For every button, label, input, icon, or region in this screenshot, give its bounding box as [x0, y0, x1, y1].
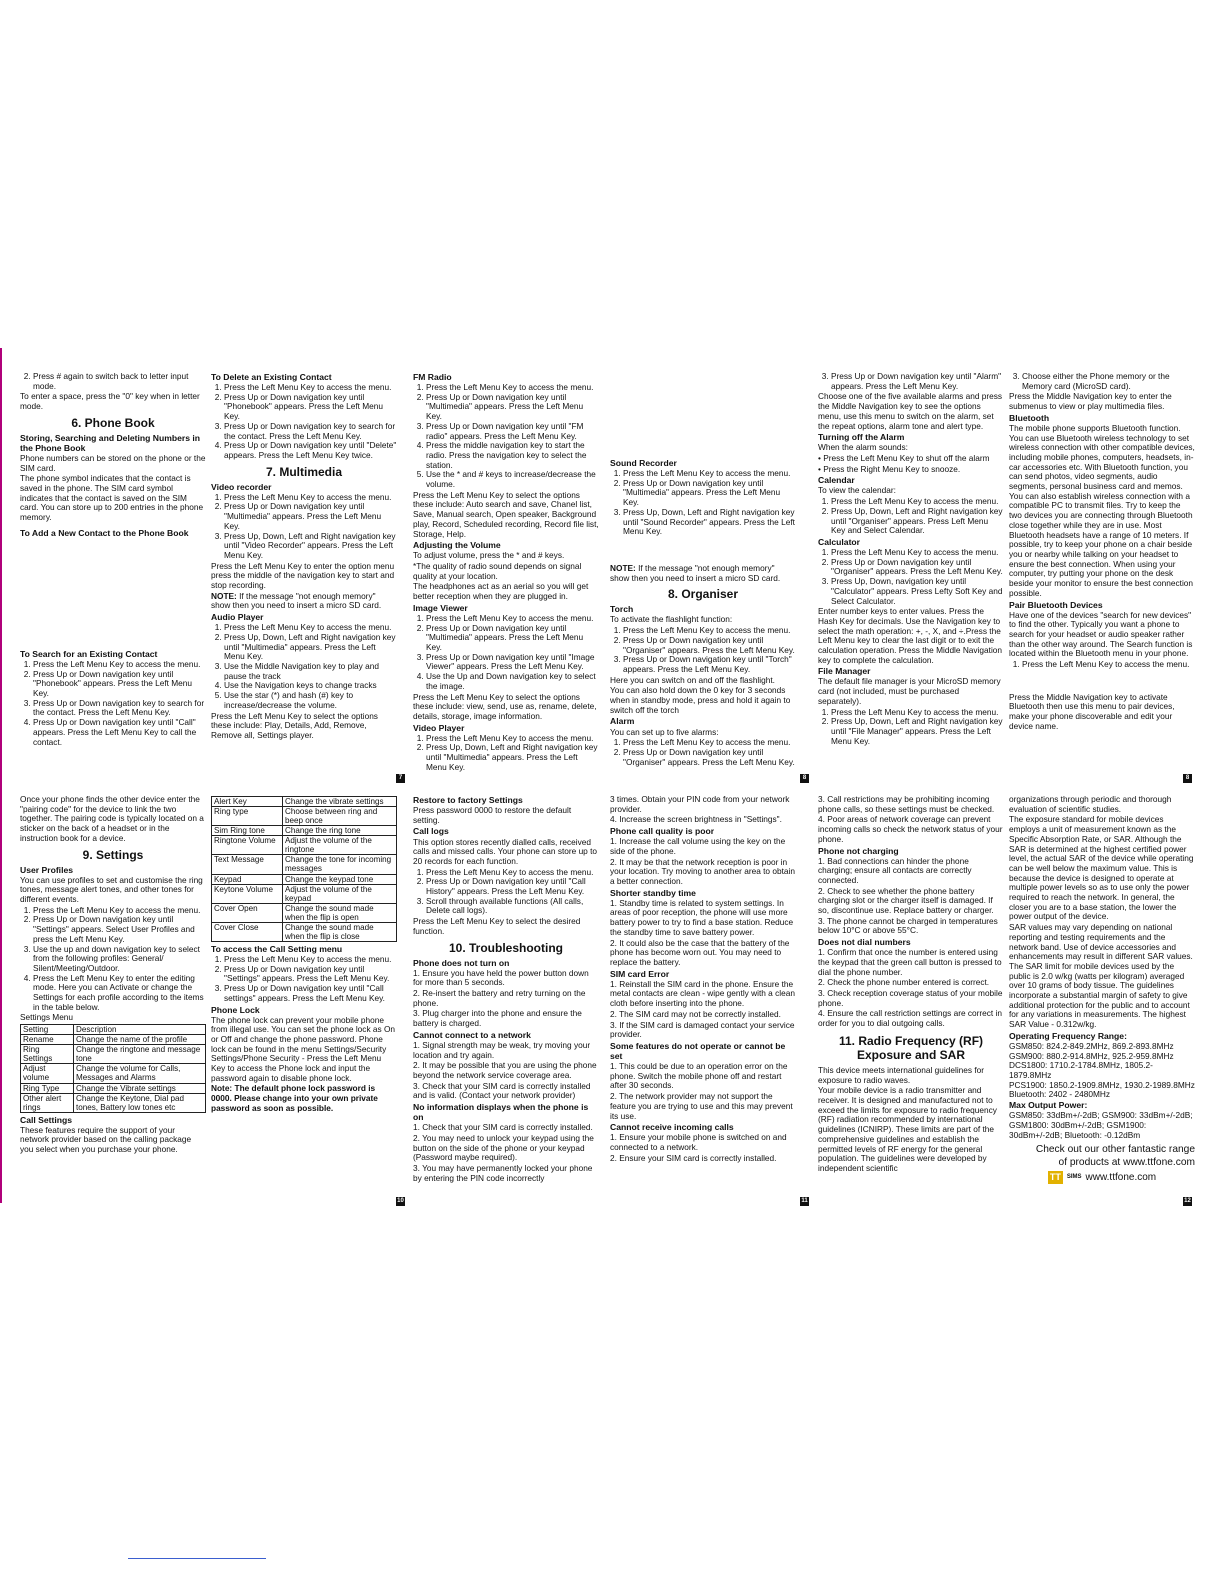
- list-item: DCS1800: 1710.2-1784.8MHz, 1805.2-1879.8MHz: [1009, 1060, 1153, 1081]
- list-item: 2. Press Up or Down navigation key until "Multimedia" appears. Press the Left Menu Key.: [426, 624, 599, 653]
- paragraph: Press the Middle Navigation key to enter the submenus to view or play multimedia files.: [1009, 391, 1172, 412]
- page-number: 8: [1183, 774, 1192, 783]
- phone-lock-note: Note: The default phone lock password is 0000. Please change into your own private password as soon as possible.: [211, 1083, 378, 1113]
- table-row: [212, 797, 397, 807]
- table-row: [212, 807, 397, 826]
- note-label: NOTE:: [610, 562, 636, 573]
- paragraph: Once your phone finds the other device enter the "pairing code" for the device to link the two together. The pairing code is typically located on a sticker on the back of a headset or in the instruction book for a device.: [20, 794, 204, 843]
- table-row: [21, 1025, 206, 1035]
- paragraph: 4. Poor areas of network coverage can prevent incoming calls so check the network status of your phone.: [818, 814, 1003, 844]
- list-item: 3. Press Up or Down navigation key until "Call settings" appears. Press the Left Menu Key.: [224, 984, 397, 1003]
- column-troubleshooting: [413, 795, 599, 1184]
- list-item: 3. Press Up or Down navigation key until "Image Viewer" appears. Press the Left Menu Key.: [426, 653, 599, 672]
- subheading-turning-off-alarm: Turning off the Alarm: [818, 432, 905, 443]
- file-manager-steps: [818, 708, 1004, 747]
- paragraph: 1. Confirm that once the number is entered using the keypad that the green call button is pressed to dial the phone number.: [818, 947, 1002, 977]
- paragraph: When the alarm sounds:: [818, 442, 908, 453]
- subheading-calculator: Calculator: [818, 536, 861, 547]
- list-item: 3. Press Up or Down navigation key to search for the contact. Press the Left Menu Key.: [224, 422, 397, 441]
- table-cell: Keytone Volume: [212, 884, 283, 903]
- table-cell: Description: [74, 1025, 206, 1035]
- list-item: 3. Press Up, Down, navigation key until "Calculator" appears. Press Lefty Soft Key and Select Calculator.: [831, 577, 1004, 606]
- heading-troubleshooting: 10. Troubleshooting: [448, 940, 563, 955]
- calendar-steps: [818, 497, 1004, 536]
- column-fm-radio: [413, 372, 599, 774]
- list-item: 1. Press the Left Menu Key to access the menu.: [426, 868, 599, 878]
- subheading-video-player: Video Player: [413, 722, 465, 733]
- list-item: 2. Press Up or Down navigation key until "Organiser" appears. Press the Left Menu Key.: [623, 636, 796, 655]
- paragraph: Press the Middle Navigation key to activate Bluetooth then use this menu to pair devices, make your phone discoverable and edit your device name.: [1009, 691, 1175, 731]
- frequency-list: [1009, 1042, 1195, 1100]
- subheading-phone-lock: Phone Lock: [211, 1004, 260, 1015]
- paragraph: This option stores recently dialled calls, received calls and missed calls. Your phone can store up to 20 records for each function.: [413, 836, 598, 866]
- table-cell: Ring type: [212, 807, 283, 826]
- list-item: 2. Press Up, Down, Left and Right navigation key until "Multimedia" appears. Press the Left Menu Key.: [224, 633, 397, 662]
- subheading-storing: Storing, Searching and Deleting Numbers in the Phone Book: [20, 432, 201, 453]
- paragraph: organizations through periodic and thorough evaluation of scientific studies.: [1009, 794, 1172, 814]
- paragraph: 2. It could also be the case that the battery of the phone has become worn out. You may need to replace the battery.: [610, 937, 790, 967]
- subheading-video-recorder: Video recorder: [211, 481, 272, 492]
- paragraph: 2. The SIM card may not be correctly installed.: [610, 1008, 781, 1019]
- subheading-alarm: Alarm: [610, 716, 635, 727]
- paragraph: Press password 0000 to restore the default setting.: [413, 805, 572, 825]
- table-cell: Change the keypad tone: [283, 874, 397, 884]
- pair-steps: [1009, 660, 1195, 670]
- list-item: 1. Press the Left Menu Key to access the menu.: [224, 623, 397, 633]
- column-settings: [20, 795, 206, 1156]
- subheading-standby: Shorter standby time: [610, 887, 696, 898]
- table-cell: Rename: [21, 1035, 74, 1045]
- list-item: 1. Press the Left Menu Key to access the menu.: [623, 626, 796, 636]
- note-label: NOTE:: [211, 590, 237, 601]
- subheading-call-quality: Phone call quality is poor: [610, 826, 715, 837]
- list-item: 3. Press Up or Down navigation key until "FM radio" appears. Press the Left Menu Key.: [426, 422, 599, 441]
- list-item: 2. Press Up or Down navigation key until "Phonebook" appears. Press the Left Menu Key.: [224, 393, 397, 422]
- paragraph: 3. If the SIM card is damaged contact your service provider.: [610, 1019, 795, 1040]
- list-item: 2. Press Up or Down navigation key until "Settings" appears. Select User Profiles and press the Left Menu Key.: [33, 915, 206, 944]
- paragraph: Your mobile device is a radio transmitter and receiver. It is designed and manufactured not to exceed the limits for exposure to radio frequency (RF) radiation recommended by international guidelines (ICNIRP). These limits are part of the comprehensive guidelines and establish the permitted levels of RF energy for the general population. The guidelines were developed by independent scientific: [818, 1085, 997, 1173]
- page-number: 7: [396, 774, 405, 783]
- subheading-image-viewer: Image Viewer: [413, 602, 468, 613]
- paragraph: To activate the flashlight function:: [610, 614, 733, 625]
- table-cell: Other alert rings: [21, 1093, 74, 1112]
- subheading-adjusting-volume: Adjusting the Volume: [413, 540, 501, 551]
- calculator-steps: [818, 548, 1004, 606]
- list-item: GSM850: 824.2-849.2MHz, 869.2-893.8MHz: [1009, 1040, 1174, 1051]
- table-cell: Choose between ring and beep once: [283, 807, 397, 826]
- paragraph: You can use profiles to set and customise the ring tones, message alert tones, and other tones for different events.: [20, 874, 203, 904]
- list-item: 1. Press the Left Menu Key to access the menu.: [224, 955, 397, 965]
- paragraph: The exposure standard for mobile devices employs a unit of measurement known as the Specific Absorption Rate, or SAR. Although the SAR is determined at the highest certified power level, the actual SAR of the device while operating can be well below the maximum value. This is because the device is designed to operate at multiple power levels so as to use only the power required to reach the network. In general, the closer you are to a base station, the lower the power output of the device.: [1009, 814, 1194, 922]
- paragraph: 2. Check to see whether the phone battery charging slot or the charger itself is damaged. If so, discontinue use. Replace battery or charger.: [818, 885, 994, 916]
- list-item: 2. Press Up or Down navigation key until "Settings" appears. Press the Left Menu Key.: [224, 965, 397, 984]
- paragraph: Press the Left Menu Key to select the options these include: view, send, use as, rename, delete, details, storage, image information.: [413, 691, 597, 721]
- list-item: Bluetooth: 2402 - 2480MHz: [1009, 1089, 1111, 1100]
- table-cell: Keypad: [212, 874, 283, 884]
- paragraph: 1. Bad connections can hinder the phone charging; ensure all contacts are correctly connected.: [818, 855, 972, 885]
- paragraph: To adjust volume, press the * and # keys.: [413, 550, 565, 561]
- paragraph: Enter number keys to enter values. Press the Hash Key for decimals. Use the Navigation key to select the math operation: +, -, X, and ÷.Press the Left Menu key to clear the last digit or to exit the calculation operation. Press the Middle Navigation key to complete the calculation.: [818, 606, 1003, 665]
- table-cell: Change the tone for incoming messages: [283, 855, 397, 874]
- settings-table: [20, 1024, 206, 1113]
- call-setting-steps: [211, 955, 397, 1004]
- table-cell: Adjust volume: [21, 1064, 74, 1083]
- paragraph: 3. Call restrictions may be prohibiting incoming phone calls, so these settings must be checked.: [818, 794, 995, 814]
- table-row: [212, 884, 397, 903]
- paragraph: *The quality of radio sound depends on signal quality at your location.: [413, 561, 582, 581]
- table-row: [21, 1083, 206, 1093]
- paragraph: The headphones act as an aerial so you will get better reception when they are plugged in.: [413, 581, 589, 602]
- paragraph: 3 times. Obtain your PIN code from your network provider.: [610, 794, 790, 814]
- video-player-steps: [413, 734, 599, 773]
- paragraph: 1. Increase the call volume using the key on the side of the phone.: [610, 836, 786, 856]
- column-organiser: [610, 458, 796, 768]
- list-item: 2. Press Up, Down, Left and Right navigation key until "Organiser" appears. Press Left Menu Key and Select Calendar.: [831, 507, 1004, 536]
- subheading-incoming-calls: Cannot receive incoming calls: [610, 1122, 734, 1133]
- subheading-file-manager: File Manager: [818, 666, 871, 677]
- alarm-steps-cont: [818, 372, 1004, 391]
- paragraph: 3. Check reception coverage status of your mobile phone.: [818, 988, 1003, 1008]
- page-number: 8: [800, 774, 809, 783]
- paragraph: Press the Left Menu Key to select the options these include: Play, Details, Add, Remove, Remove all, Settings player.: [211, 710, 378, 740]
- table-cell: Setting: [21, 1025, 74, 1035]
- table-cell: Change the vibrate settings: [283, 797, 397, 807]
- alarm-steps: [610, 738, 796, 767]
- paragraph: 3. You may have permanently locked your phone by entering the PIN code incorrectly: [413, 1163, 593, 1183]
- paragraph: This device meets international guidelines for exposure to radio waves.: [818, 1064, 985, 1085]
- table-row: [212, 903, 397, 922]
- paragraph: 4. Ensure the call restriction settings are correct in order for you to dial outgoing calls.: [818, 1008, 1002, 1029]
- subheading-pair-devices: Pair Bluetooth Devices: [1009, 599, 1103, 610]
- paragraph: 2. It may be possible that you are using the phone beyond the network service coverage area.: [413, 1060, 597, 1080]
- subheading-delete-contact: To Delete an Existing Contact: [211, 372, 332, 382]
- column-sar: [1009, 795, 1195, 1184]
- delete-steps: [211, 383, 397, 461]
- logo-sims: SIMS: [1066, 1173, 1082, 1180]
- table-cell: Adjust the volume of the ringtone: [283, 836, 397, 855]
- ttsims-logo: [1009, 1171, 1195, 1184]
- table-cell: Text Message: [212, 855, 283, 874]
- bullet: • Press the Left Menu Key to shut off the alarm: [818, 452, 990, 463]
- list-item: 1. Press the Left Menu Key to access the menu.: [623, 469, 796, 479]
- table-cell: Alert Key: [212, 797, 283, 807]
- paragraph: 2. You may need to unlock your keypad using the button on the side of the phone or your keypad (Password maybe required).: [413, 1132, 594, 1163]
- table-cell: Cover Close: [212, 922, 283, 941]
- table-cell: Ring Settings: [21, 1045, 74, 1064]
- list-item: 3. Press Up, Down, Left and Right navigation key until "Video Recorder" appears. Press the Left Menu Key.: [224, 532, 397, 561]
- subheading-sound-recorder: Sound Recorder: [610, 458, 677, 468]
- paragraph: 2. It may be that the network reception is poor in your location. Try moving to another area to obtain a better connection.: [610, 856, 795, 886]
- column-rf-exposure: [818, 795, 1004, 1175]
- note-text: If the message "not enough memory" show then you need to insert a micro SD card.: [211, 590, 382, 611]
- paragraph: Choose one of the five available alarms and press the Middle Navigation key to see the options menu, use this menu to switch on the alarm, set the repeat options, alarm tone and alert type.: [818, 391, 1003, 431]
- subheading-restore: Restore to factory Settings: [413, 795, 523, 805]
- bullet: • Press the Right Menu Key to snooze.: [818, 463, 961, 474]
- paragraph: 1. Ensure you have held the power button down for more than 5 seconds.: [413, 967, 589, 988]
- list-item: 2. Press Up or Down navigation key until "Organiser" appears. Press the Left Menu Key.: [623, 748, 796, 767]
- list-item: 2. Press Up or Down navigation key until "Organiser" appears. Press the Left Menu Key.: [831, 558, 1004, 577]
- sound-recorder-steps: [610, 469, 796, 537]
- settings-menu-label: Settings Menu: [20, 1012, 74, 1023]
- paragraph: The mobile phone supports Bluetooth function. You can use Bluetooth wireless technology to set wireless connection with other compatible devices, including mobile phones, computers, headsets, in-car accessories etc. With Bluetooth function, you can send photos, video segments, audio segments, personal business card and memos. You can also establish wireless connection with a compatible PC to transmit files. Try to keep the two devices you are connecting through Bluetooth close together while they are in use. Most Bluetooth headsets have a range of 10 meters. If possible, try to keep your phone on a chair beside you or nearby while talking on your headset to ensure the best connection. When using your computer, try putting your phone on the desk beside your monitor to ensure the best connection possible.: [1009, 422, 1195, 598]
- paragraph: 4. Increase the screen brightness in "Settings".: [610, 814, 782, 825]
- table-row: [21, 1045, 206, 1064]
- table-cell: Change the sound made when the flip is close: [283, 922, 397, 941]
- note: [211, 592, 397, 611]
- table-cell: Ringtone Volume: [212, 836, 283, 855]
- table-cell: Ring Type: [21, 1083, 74, 1093]
- column-call-settings: [211, 795, 397, 1115]
- paragraph: 1. Standby time is related to system settings. In areas of poor reception, the phone will use more battery power to try to find a base station. Reduce the standby time to save battery power.: [610, 897, 794, 937]
- list-item: 3. Scroll through available functions (All calls, Delete call logs).: [426, 897, 599, 916]
- list-item: 2. Press Up or Down navigation key until "Multimedia" appears. Press the Left Menu Key.: [623, 479, 796, 508]
- list-item: 2. Press # again to switch back to letter input mode.: [33, 372, 206, 391]
- list-item: 4. Use the Navigation keys to change tracks: [224, 681, 397, 691]
- logo-mark: TT: [1049, 1172, 1061, 1183]
- paragraph: GSM850: 33dBm+/-2dB; GSM900: 33dBm+/-2dB; GSM1800: 30dBm+/-2dB; GSM1900: 30dBm+/-2dB; Bluetooth: -0.12dBm: [1009, 1110, 1193, 1140]
- table-cell: Change the Vibrate settings: [74, 1083, 206, 1093]
- paragraph: To view the calendar:: [818, 485, 896, 496]
- list-item: 3. Choose either the Phone memory or the Memory card (MicroSD card).: [1022, 372, 1195, 391]
- heading-multimedia: 7. Multimedia: [265, 464, 342, 479]
- column-phonebook: [20, 372, 206, 748]
- paragraph: 1. Ensure your mobile phone is switched on and connected to a network.: [610, 1132, 787, 1152]
- cont-steps: [20, 372, 206, 391]
- paragraph: 2. Ensure your SIM card is correctly installed.: [610, 1152, 777, 1163]
- paragraph: 3. Check that your SIM card is correctly installed and is valid. (Contact your network provider): [413, 1080, 591, 1101]
- list-item: 1. Press the Left Menu Key to access the menu.: [33, 906, 206, 916]
- page-number: 12: [1184, 1198, 1191, 1204]
- subheading-not-charging: Phone not charging: [818, 845, 899, 856]
- table-cell: Change the Keytone, Dial pad tones, Battery low tones etc: [74, 1093, 206, 1112]
- paragraph: Press the Left Menu Key to select the desired function.: [413, 916, 581, 936]
- alert-table: [211, 796, 397, 942]
- paragraph: 2. The network provider may not support the feature you are trying to use and this may prevent its use.: [610, 1091, 793, 1121]
- table-cell: Change the name of the profile: [74, 1035, 206, 1045]
- profile-steps: [20, 906, 206, 1013]
- table-cell: Change the ring tone: [283, 826, 397, 836]
- note-text: If the message "not enough memory" show then you need to insert a micro SD card.: [610, 562, 781, 583]
- file-manager-steps-cont: [1009, 372, 1195, 391]
- subheading-call-logs: Call logs: [413, 826, 449, 837]
- list-item: 1. Press the Left Menu Key to access the menu.: [224, 383, 397, 393]
- subheading-no-power: Phone does not turn on: [413, 957, 510, 968]
- list-item: 4. Use the Up and Down navigation key to select the image.: [426, 672, 599, 691]
- list-item: 3. Use the up and down navigation key to select from the following profiles: General/ Silent/Meeting/Outdoor.: [33, 945, 206, 974]
- list-item: 1. Press the Left Menu Key to access the menu.: [426, 734, 599, 744]
- paragraph: SAR values may vary depending on national reporting and testing requirements and the network band. Use of device accessories and enhancements may result in different SAR values. The SAR limit for mobile devices used by the public is 2.0 w/kg (watts per kilogram) averaged over 10 grams of body tissue. The guidelines incorporate a substantial margin of safety to give additional protection for the public and to account for any variations in measurements. The highest SAR Value - 0.312w/kg.: [1009, 922, 1193, 1030]
- list-item: 4. Press Up or Down navigation key until "Call" appears. Press the Left Menu Key to call the contact.: [33, 718, 206, 747]
- column-calendar: [818, 372, 1004, 747]
- paragraph: The phone lock can prevent your mobile phone from illegal use. You can set the phone lock as On or Off and change the phone password. Phone lock can be found in the menu Settings/Security Settings/Phone Security - Press the Left Menu Key to access the Phone lock and input the password again to disable phone lock.: [211, 1014, 396, 1083]
- list-item: 1. Press the Left Menu Key to access the menu.: [426, 614, 599, 624]
- paragraph: The default file manager is your MicroSD memory card (not included, must be purchased separately).: [818, 676, 1001, 706]
- heading-rf-exposure: 11. Radio Frequency (RF) Exposure and SAR: [838, 1033, 984, 1062]
- table-row: [21, 1093, 206, 1112]
- promo-line-2: of products at www.ttfone.com: [1058, 1157, 1195, 1169]
- heading-organiser: 8. Organiser: [667, 587, 739, 602]
- paragraph: 1. This could be due to an operation error on the phone. Switch the mobile phone off and restart after 30 seconds.: [610, 1061, 788, 1091]
- bottom-rule: [128, 1558, 266, 1559]
- fm-steps: [413, 383, 599, 490]
- subheading-no-display: No information displays when the phone is on: [413, 1102, 589, 1123]
- list-item: 1. Press the Left Menu Key to access the menu.: [831, 497, 1004, 507]
- paragraph: Have one of the devices "search for new devices" to find the other. Typically you want a phone to search for your headset or audio speaker rather than the other way around. The Search function is located within the Bluetooth menu in your phone.: [1009, 609, 1193, 659]
- list-item: 3. Press Up or Down navigation key to search for the contact. Press the Left Menu Key.: [33, 699, 206, 718]
- audio-steps: [211, 623, 397, 710]
- list-item: 1. Press the Left Menu Key to access the menu.: [224, 493, 397, 503]
- subheading-search-contact: To Search for an Existing Contact: [20, 648, 158, 659]
- search-steps: [20, 660, 206, 747]
- paragraph: Press the Left Menu Key to select the options these include: Auto search and save, Chanel list, Save, Manual search, Open speaker, Background play, Record, Scheduled recording, Record file list, Storage, Help.: [413, 489, 599, 539]
- table-cell: Cover Open: [212, 903, 283, 922]
- subheading-output-power: Max Output Power:: [1009, 1100, 1088, 1111]
- call-log-steps: [413, 868, 599, 917]
- table-row: [212, 855, 397, 874]
- table-cell: Change the ringtone and message tone: [74, 1045, 206, 1064]
- table-row: [212, 922, 397, 941]
- list-item: 2. Press Up or Down navigation key until "Multimedia" appears. Press the Left Menu Key.: [426, 393, 599, 422]
- heading-settings: 9. Settings: [82, 847, 144, 862]
- paragraph: You can set up to five alarms:: [610, 726, 719, 737]
- list-item: 2. Press Up or Down navigation key until "Phonebook" appears. Press the Left Menu Key.: [33, 670, 206, 699]
- list-item: GSM900: 880.2-914.8MHz, 925.2-959.8MHz: [1009, 1050, 1174, 1061]
- table-cell: Sim Ring tone: [212, 826, 283, 836]
- subheading-call-settings: Call Settings: [20, 1114, 73, 1125]
- column-bluetooth: [1009, 372, 1195, 733]
- heading-phone-book: 6. Phone Book: [71, 415, 155, 430]
- list-item: 2. Press Up, Down, Left and Right navigation key until "File Manager" appears. Press the Left Menu Key.: [831, 717, 1004, 746]
- table-cell: Change the sound made when the flip is open: [283, 903, 397, 922]
- column-troubleshooting-cont: [610, 795, 796, 1164]
- list-item: 5. Use the * and # keys to increase/decrease the volume.: [426, 470, 599, 489]
- list-item: 1. Press the Left Menu Key to access the menu.: [426, 383, 599, 393]
- list-item: 1. Press the Left Menu Key to access the menu.: [831, 708, 1004, 718]
- table-row: [212, 826, 397, 836]
- paragraph: 3. The phone cannot be charged in temperatures below 10°C or above 55°C.: [818, 915, 998, 936]
- column-multimedia: [211, 372, 397, 742]
- subheading-features: Some features do not operate or cannot be set: [610, 1040, 786, 1061]
- table-cell: Change the volume for Calls, Messages and Alarms: [74, 1064, 206, 1083]
- list-item: 1. Press the Left Menu Key to access the menu.: [831, 548, 1004, 558]
- paragraph: 2. Re-insert the battery and retry turning on the phone.: [413, 988, 586, 1008]
- subheading-audio-player: Audio Player: [211, 612, 264, 623]
- page-number: 11: [801, 1198, 808, 1204]
- subheading-torch: Torch: [610, 604, 634, 615]
- subheading-calendar: Calendar: [818, 475, 855, 486]
- paragraph: These features require the support of your network provider based on the calling package you select when you purchase your phone.: [20, 1124, 192, 1155]
- list-item: 1. Press the Left Menu Key to access the menu.: [623, 738, 796, 748]
- list-item: 4. Press the Left Menu Key to enter the editing mode. Here you can Activate or change the Settings for each profile according to the items in the table below.: [33, 974, 206, 1013]
- paragraph: 3. Plug charger into the phone and ensure the battery is charged.: [413, 1008, 582, 1029]
- left-edge-line: [0, 348, 2, 1203]
- list-item: 4. Press the middle navigation key to start the radio. Press the navigation key to select the station.: [426, 441, 599, 470]
- subheading-sim-error: SIM card Error: [610, 968, 670, 979]
- video-steps: [211, 493, 397, 561]
- list-item: 2. Press Up or Down navigation key until "Call History" appears. Press the Left Menu Key.: [426, 877, 599, 896]
- page-number: 10: [397, 1198, 404, 1204]
- paragraph: 2. Check the phone number entered is correct.: [818, 977, 990, 988]
- logo-url[interactable]: www.ttfone.com: [1085, 1171, 1157, 1183]
- table-cell: Adjust the volume of the keypad: [283, 884, 397, 903]
- table-row: [21, 1035, 206, 1045]
- torch-steps: [610, 626, 796, 675]
- paragraph: Phone numbers can be stored on the phone or the SIM card.: [20, 452, 206, 473]
- subheading-frequency: Operating Frequency Range:: [1009, 1030, 1127, 1041]
- list-item: 4. Press Up or Down navigation key until "Delete" appears. Press the Left Menu Key twice.: [224, 441, 397, 460]
- subheading-fm-radio: FM Radio: [413, 372, 452, 382]
- table-row: [21, 1064, 206, 1083]
- subheading-no-dial: Does not dial numbers: [818, 937, 911, 948]
- paragraph: 1. Signal strength may be weak, try moving your location and try again.: [413, 1039, 591, 1060]
- list-item: 3. Press Up or Down navigation key until "Alarm" appears. Press the Left Menu Key.: [831, 372, 1004, 391]
- list-item: 5. Use the star (*) and hash (#) key to increase/decrease the volume.: [224, 691, 397, 710]
- paragraph: 1. Reinstall the SIM card in the phone. Ensure the metal contacts are clean - wipe gently with a clean cloth before inserting into the phone.: [610, 978, 795, 1009]
- paragraph: The phone symbol indicates that the contact is saved in the phone. The SIM card symbol indicates that the contact is saved on the SIM card. You can store up to 200 entries in the phone memory.: [20, 473, 204, 523]
- list-item: 2. Press Up, Down, Left and Right navigation key until "Multimedia" appears. Press the Left Menu Key.: [426, 743, 599, 772]
- subheading-user-profiles: User Profiles: [20, 864, 74, 875]
- subheading-bluetooth: Bluetooth: [1009, 412, 1050, 423]
- list-item: 1. Press the Left Menu Key to access the menu.: [33, 660, 206, 670]
- subheading-no-network: Cannot connect to a network: [413, 1029, 531, 1040]
- list-item: 3. Press Up, Down, Left and Right navigation key until "Sound Recorder" appears. Press the Left Menu Key.: [623, 508, 796, 537]
- list-item: 3. Press Up or Down navigation key until "Torch" appears. Press the Left Menu Key.: [623, 655, 796, 674]
- table-row: [212, 836, 397, 855]
- paragraph: 1. Check that your SIM card is correctly installed.: [413, 1122, 593, 1133]
- space-note: To enter a space, press the "0" key when in letter mode.: [20, 391, 200, 412]
- list-item: PCS1900: 1850.2-1909.8MHz, 1930.2-1989.8MHz: [1009, 1079, 1195, 1090]
- subheading-call-setting-menu: To access the Call Setting menu: [211, 943, 343, 954]
- table-row: [212, 874, 397, 884]
- list-item: 2. Press Up or Down navigation key until "Multimedia" appears. Press the Left Menu Key.: [224, 502, 397, 531]
- note: [610, 564, 796, 583]
- image-steps: [413, 614, 599, 692]
- paragraph: Here you can switch on and off the flashlight.: [610, 674, 775, 685]
- list-item: 3. Use the Middle Navigation key to play and pause the track: [224, 662, 397, 681]
- subheading-add-contact: To Add a New Contact to the Phone Book: [20, 527, 189, 538]
- list-item: 1. Press the Left Menu Key to access the menu.: [1022, 660, 1195, 670]
- paragraph: Press the Left Menu Key to enter the option menu press the middle of the navigation key to start and stop recording.: [211, 560, 395, 591]
- paragraph: You can also hold down the 0 key for 3 seconds when in standby mode, press and hold it again to switch off the torch: [610, 685, 791, 715]
- promo-line-1: Check out our other fantastic range: [1035, 1144, 1195, 1156]
